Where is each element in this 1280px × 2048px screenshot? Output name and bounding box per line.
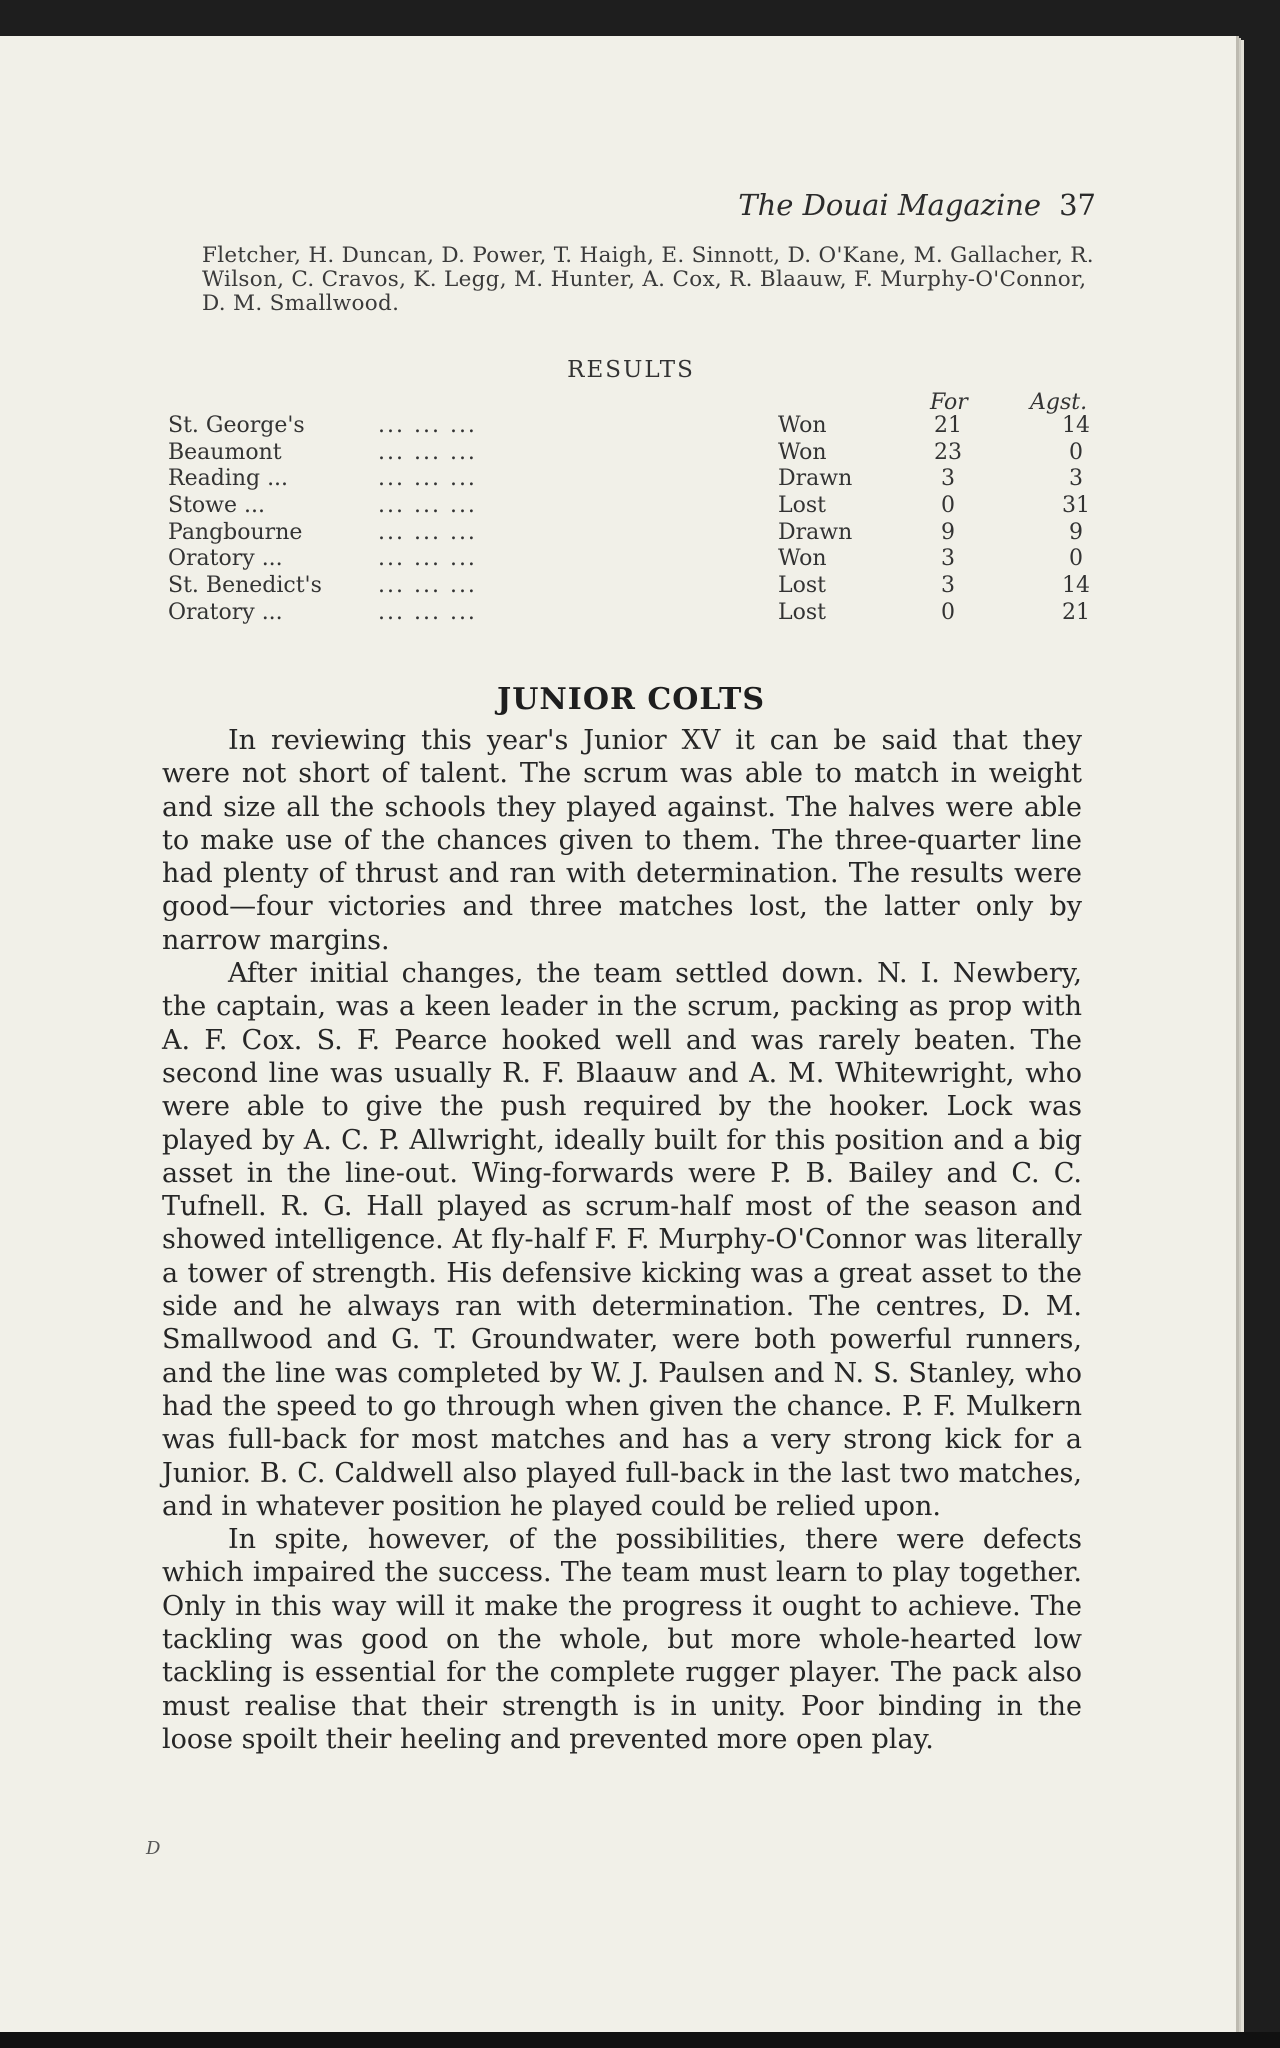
match-result: Won [778,439,827,465]
opponent-name: Pangbourne [168,519,303,545]
match-result: Drawn [778,466,853,492]
points-against: 9 [1069,519,1083,545]
leader-dots: ... ... ... [378,493,477,519]
opponent-name: Oratory ... [168,599,283,625]
leader-dots: ... ... ... [378,546,477,572]
column-header-against: Agst. [1030,390,1088,415]
points-for: 3 [941,466,955,492]
leader-dots: ... ... ... [378,519,477,545]
opponent-name: St. Benedict's [168,573,322,599]
column-header-for: For [930,390,968,415]
article-body [162,724,1082,1756]
opponent-name: Beaumont [168,439,282,465]
points-against: 31 [1062,493,1090,519]
points-for: 21 [934,413,962,438]
match-result: Lost [778,599,826,625]
points-against: 14 [1062,573,1090,599]
match-result: Lost [778,573,826,599]
match-result: Drawn [778,519,853,545]
running-header [738,188,1096,222]
results-heading: RESULTS [567,357,695,383]
points-against: 21 [1062,599,1090,625]
opponent-name: St. George's [168,413,305,438]
points-for: 0 [941,493,955,519]
points-for: 3 [941,573,955,599]
page-number: 37 [1059,188,1096,222]
team-list: Fletcher, H. Duncan, D. Power, T. Haigh, E. Sinnott, D. O'Kane, M. Gallacher, R. Wilson, C. Cravos, K. Legg, M. Hunter, A. Cox, R. Blaauw, F. Murphy-O'Connor, D. M. Smallwood. [202,243,1094,316]
leader-dots: ... ... ... [378,466,477,492]
points-against: 0 [1069,546,1083,572]
paragraph: After initial changes, the team settled down. N. I. Newbery, the captain, was a keen leader in the scrum, packing as prop with A. F. Cox. S. F. Pearce hooked well and was rarely beaten. The second line was usually R. F. Blaauw and A. M. Whitewright, who were able to give the push required by the hooker. Lock was played by A. C. P. Allwright, ideally built for this position and a big asset in the line-out. Wing-forwards were P. B. Bailey and C. C. Tufnell. R. G. Hall played as scrum-half most of the season and showed intelligence. At fly-half F. F. Murphy-O'Connor was literally a tower of strength. His defensive kicking was a great asset to the side and he always ran with determination. The centres, D. M. Smallwood and G. T. Groundwater, were both powerful runners, and the line was completed by W. J. Paulsen and N. S. Stanley, who had the speed to go through when given the chance. P. F. Mulkern was full-back for most matches and has a very strong kick for a Junior. B. C. Caldwell also played full-back in the last two matches, and in whatever position he played could be relied upon. [162,958,1082,1522]
opponent-name: Oratory ... [168,546,283,572]
opponent-name: Reading ... [168,466,289,492]
match-result: Lost [778,493,826,519]
points-against: 0 [1069,439,1083,465]
points-for: 9 [941,519,955,545]
signature-mark: D [146,1838,161,1859]
book-bottom-edge [0,2032,1280,2048]
points-against: 14 [1062,413,1090,438]
paragraph: In reviewing this year's Junior XV it can be said that they were not short of talent. The scrum was able to match in weight and size all the schools they played against. The halves were able to make use of the chances given to them. The three-quarter line had plenty of thrust and ran with determination. The results were good—four victories and three matches lost, the latter only by narrow margins. [162,725,1082,956]
match-result: Won [778,546,827,572]
points-against: 3 [1069,466,1083,492]
leader-dots: ... ... ... [378,599,477,625]
leader-dots: ... ... ... [378,439,477,465]
paragraph: In spite, however, of the possibilities, there were defects which impaired the success. The team must learn to play together. Only in this way will it make the progress it ought to achieve. The tackling was good on the whole, but more whole-hearted low tackling is essential for the complete rugger player. The pack also must realise that their strength is in unity. Poor binding in the loose spoilt their heeling and prevented more open play. [162,1524,1082,1755]
points-for: 0 [941,599,955,625]
opponent-name: Stowe ... [168,493,265,519]
leader-dots: ... ... ... [378,413,477,438]
match-result: Won [778,413,827,438]
section-title: JUNIOR COLTS [497,682,765,717]
magazine-title: The Douai Magazine [738,188,1042,222]
points-for: 3 [941,546,955,572]
points-for: 23 [934,439,962,465]
leader-dots: ... ... ... [378,573,477,599]
